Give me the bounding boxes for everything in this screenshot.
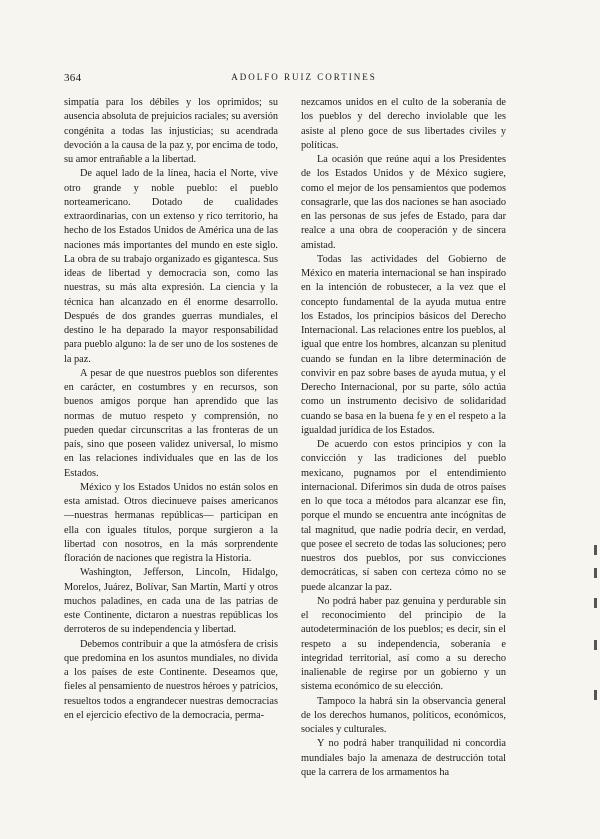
paragraph: Washington, Jefferson, Lincoln, Hidalgo, Morelos, Juárez, Bolívar, San Martín, Martí y otros muchos paladines, en cada una de las patrias de este Continente, dictaron a nuestras repúblicas los derroteros de su independencia y libertad. <box>64 567 278 636</box>
margin-mark <box>594 568 597 578</box>
margin-mark <box>594 640 597 650</box>
paragraph: nezcamos unidos en el culto de la soberanía de los pueblos y del derecho inviolable que les asiste al pleno goce de sus libertades civiles y políticas. <box>301 97 506 151</box>
paragraph: La ocasión que reúne aquí a los Presidentes de los Estados Unidos y de México sugiere, como el mejor de los pensamientos que podemos consagrarle, que las dos naciones se han asociado en las personas de sus jefes de Estado, para dar realce a una obra de cooperación y de sincera amistad. <box>301 154 506 251</box>
running-head: ADOLFO RUIZ CORTINES <box>231 72 377 82</box>
page-number: 364 <box>64 72 82 84</box>
paragraph: De aquel lado de la línea, hacia el Norte, vive otro grande y noble pueblo: el pueblo norteamericano. Dotado de cualidades extraordinarias, con un extenso y rico territorio, ha hecho de los Estados Unidos de América una de las naciones más importantes del mundo en este siglo. La obra de su trabajo organizado es gigantesca. Sus ideas de libertad y democracia son, como las nuestras, su más alta expresión. La ciencia y la técnica han alcanzado en él enorme desarrollo. Después de dos grandes guerras mundiales, el destino le ha deparado la mayor responsabilidad para pueblo alguno: la de ser uno de los sostenes de la paz. <box>64 168 278 365</box>
paragraph: México y los Estados Unidos no están solos en esta amistad. Otros diecinueve países americanos —nuestras hermanas repúblicas— participan en ella con iguales títulos, porque surgieron a la libertad con nosotros, en la más sorprendente floración de naciones que registra la Historia. <box>64 481 278 564</box>
margin-mark <box>594 690 597 700</box>
margin-mark <box>594 545 597 555</box>
paragraph: A pesar de que nuestros pueblos son diferentes en carácter, en costumbres y en recursos, son buenos amigos porque han aprendido que las normas de mutuo respeto y comprensión, no pueden quedar circunscritas a las fronteras de un país, sino que poseen validez universal, lo mismo en las relaciones individuales que en las de los Estados. <box>64 367 278 479</box>
paragraph: Y no podrá haber tranquilidad ni concordia mundiales bajo la amenaza de destrucción total que la carrera de los armamentos ha <box>301 738 506 778</box>
paragraph: No podrá haber paz genuina y perdurable sin el reconocimiento del principio de la autodeterminación de los pueblos; es decir, sin el respeto a su independencia, soberanía e integridad territorial, así como a su derecho inalienable de regirse por un gobierno y un sistema económico de su elección. <box>301 595 506 693</box>
page-header <box>64 72 504 88</box>
paragraph: Tampoco la habrá sin la observancia general de los derechos humanos, políticos, económicos, sociales y culturales. <box>301 695 506 735</box>
paragraph: Todas las actividades del Gobierno de México en materia internacional se han inspirado en la intención de robustecer, a la vez que el concepto fundamental de la ayuda mutua entre los Estados, los principios básicos del Derecho Internacional. Las relaciones entre los pueblos, al igual que entre los hombres, alcanzan su plenitud cuando se fundan en la libre determinación de convivir en paz sobre bases de ayuda mutua, y el Derecho Internacional, por su parte, sólo actúa como un instrumento decisivo de solidaridad cuando se basa en la buena fe y en el respeto a la igualdad jurídica de los Estados. <box>301 253 506 436</box>
paragraph: simpatía para los débiles y los oprimidos; su ausencia absoluta de prejuicios raciales; su aversión congénita a todas las injusticias; su acendrada devoción a la causa de la paz y, por encima de todo, su amor entrañable a la libertad. <box>64 97 278 165</box>
right-text-column <box>301 96 506 780</box>
margin-mark <box>594 598 597 608</box>
paragraph: Debemos contribuir a que la atmósfera de crisis que predomina en los asuntos mundiales, no divida a los países de este Continente. Deseamos que, fieles al pensamiento de nuestros héroes y patricios, resueltos todos a engrandecer nuestras democracias en el ejercicio efectivo de la democracia, perma- <box>64 638 278 721</box>
paragraph: De acuerdo con estos principios y con la convicción y las tradiciones del pueblo mexicano, pugnamos por el entendimiento internacional. Diferimos sin duda de otros países en lo que toca a métodos para alcanzar ese fin, porque el mundo se encuentra ante incógnitas de tal magnitud, que nadie podría decir, en verdad, que posee el secreto de todas las soluciones; pero nuestros dos pueblos, por sus convicciones democráticas, sí saben con certeza cómo no se puede alcanzar la paz. <box>301 439 506 593</box>
left-text-column <box>64 96 278 723</box>
